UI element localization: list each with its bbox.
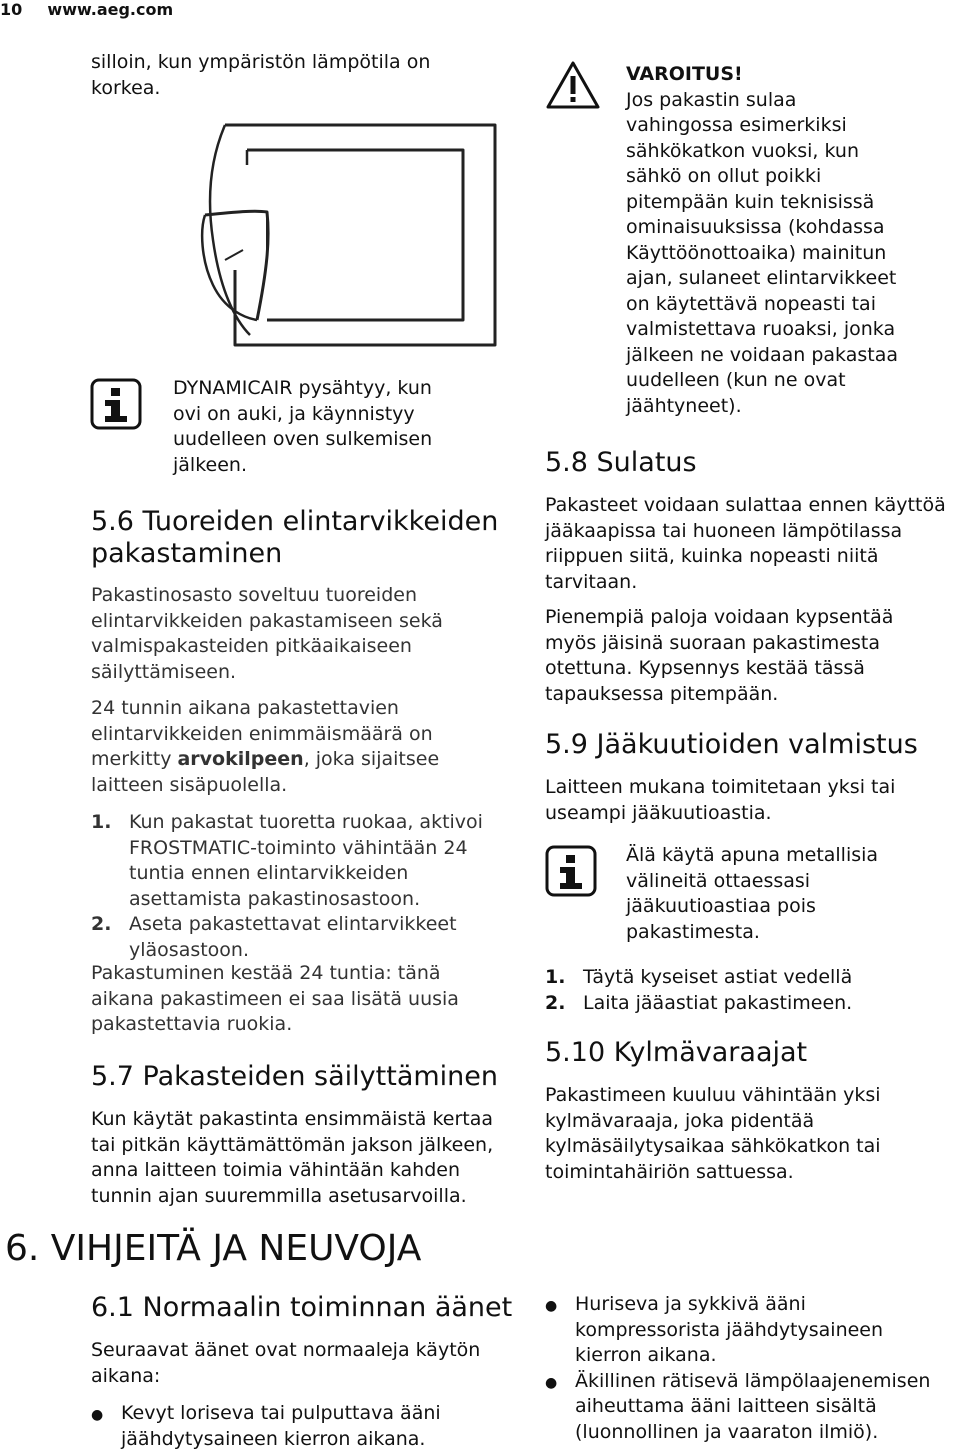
- list-item: 1. Kun pakastat tuoretta ruokaa, aktivoi FROSTMATIC-toiminto vähintään 24 tuntia ennen elintarvikkeiden asettamista pakastinosastoon.: [91, 811, 483, 910]
- section-5-10-paragraph: Pakastimeen kuuluu vähintään yksi kylmävaraaja, joka pidentää kylmäsäilytysaikaa sähkökatkon tai toimintahäiriön sattuessa.: [545, 1084, 881, 1183]
- list-item: 2. Aseta pakastettavat elintarvikkeet yläosastoon.: [91, 913, 457, 961]
- section-5-9-paragraph: Laitteen mukana toimitetaan yksi tai useampi jääkuutioastia.: [545, 776, 896, 824]
- warning-block: VAROITUS! Jos pakastin sulaa vahingossa esimerkiksi sähkökatkon vuoksi, kun sähkö on ollut poikki pitempään kuin teknisissä ominaisuuksissa (kohdassa Käyttöönottoaika) mainitun ajan, sulaneet elintarvikkeet on käytettävä nopeasti tai valmistettava ruoaksi, jonka jälkeen ne voidaan pakastaa uudelleen (kun ne ovat jäähtyneet).: [626, 63, 898, 417]
- info-icon: [90, 378, 142, 430]
- list-item: ● Äkillinen rätisevä lämpölaajenemisen aiheuttama ääni laitteen sisältä (luonnollinen ja vaaraton ilmiö).: [545, 1369, 930, 1446]
- section-6-1-intro: Seuraavat äänet ovat normaaleja käytön aikana:: [91, 1339, 481, 1387]
- section-5-6-paragraph-1: Pakastinosasto soveltuu tuoreiden elintarvikkeiden pakastamiseen sekä valmispakasteiden pitkäaikaiseen säilyttämiseen.: [91, 584, 443, 683]
- bullet-icon: ●: [545, 1374, 558, 1391]
- info-icon: [545, 845, 597, 897]
- rating-plate-term: arvokilpeen: [177, 748, 304, 770]
- section-5-6-steps: [91, 810, 483, 963]
- section-5-7-paragraph: Kun käytät pakastinta ensimmäistä kertaa tai pitkän käyttämättömän jakson jälkeen, anna laitteen toimia vähintään kahden tunnin ajan suuremmilla asetusarvoilla.: [91, 1108, 494, 1207]
- sound-bullets: [545, 1292, 930, 1445]
- section-5-6-paragraph-3: Pakastuminen kestää 24 tuntia: tänä aikana pakastimeen ei saa lisätä uusia pakastettavia ruokia.: [91, 962, 459, 1035]
- warning-title: VAROITUS!: [626, 63, 743, 85]
- section-5-10-title: 5.10 Kylmävaraajat: [545, 1037, 808, 1068]
- chapter-6-title: 6. VIHJEITÄ JA NEUVOJA: [5, 1228, 422, 1269]
- list-item: 1. Täytä kyseiset astiat vedellä: [545, 966, 853, 988]
- bullet-icon: ●: [545, 1298, 558, 1314]
- section-5-8-title: 5.8 Sulatus: [545, 447, 697, 478]
- list-item: ● Kevyt loriseva tai pulputtava ääni jäähdytysaineen kierron aikana.: [91, 1401, 441, 1452]
- info-note: DYNAMICAIR pysähtyy, kun ovi on auki, ja käynnistyy uudelleen oven sulkemisen jälkeen.: [173, 377, 433, 476]
- warning-triangle-icon: [545, 60, 601, 110]
- section-5-8-paragraph-2: Pienempiä paloja voidaan kypsentää myös jäisinä suoraan pakastimesta otettuna. Kypsennys kestää tässä tapauksessa pitempään.: [545, 606, 894, 705]
- list-item: ● Huriseva ja sykkivä ääni kompressorista jäähdytysaineen kierron aikana.: [545, 1292, 930, 1369]
- section-5-8-paragraph-1: Pakasteet voidaan sulattaa ennen käyttöä jääkaapissa tai huoneen lämpötilassa riippuen siitä, kuinka nopeasti niitä tarvitaan.: [545, 494, 946, 593]
- bullet-icon: ●: [91, 1407, 104, 1423]
- section-5-6-paragraph-2: 24 tunnin aikana pakastettavien elintarvikkeiden enimmäismäärä on merkitty arvokilpeen, joka sijaitsee laitteen sisäpuolella.: [91, 697, 440, 796]
- section-5-6-title: 5.6 Tuoreiden elintarvikkeiden pakastaminen: [91, 506, 499, 569]
- section-5-9-steps: [545, 965, 852, 1016]
- section-5-7-title: 5.7 Pakasteiden säilyttäminen: [91, 1061, 499, 1092]
- section-5-9-title: 5.9 Jääkuutioiden valmistus: [545, 729, 918, 760]
- section-6-1-title: 6.1 Normaalin toiminnan äänet: [91, 1292, 513, 1323]
- section-6-1-bullets: [91, 1401, 441, 1452]
- page-number: 10: [0, 0, 23, 19]
- list-item: 2. Laita jääastiat pakastimeen.: [545, 991, 853, 1014]
- site-url: www.aeg.com: [47, 0, 174, 19]
- section-5-9-info-note: Älä käytä apuna metallisia välineitä ottaessasi jääkuutioastiaa pois pakastimesta.: [626, 844, 879, 943]
- page-header: [0, 0, 173, 19]
- intro-paragraph: silloin, kun ympäristön lämpötila on korkea.: [91, 51, 431, 99]
- freezer-drawer-illustration: [195, 120, 500, 355]
